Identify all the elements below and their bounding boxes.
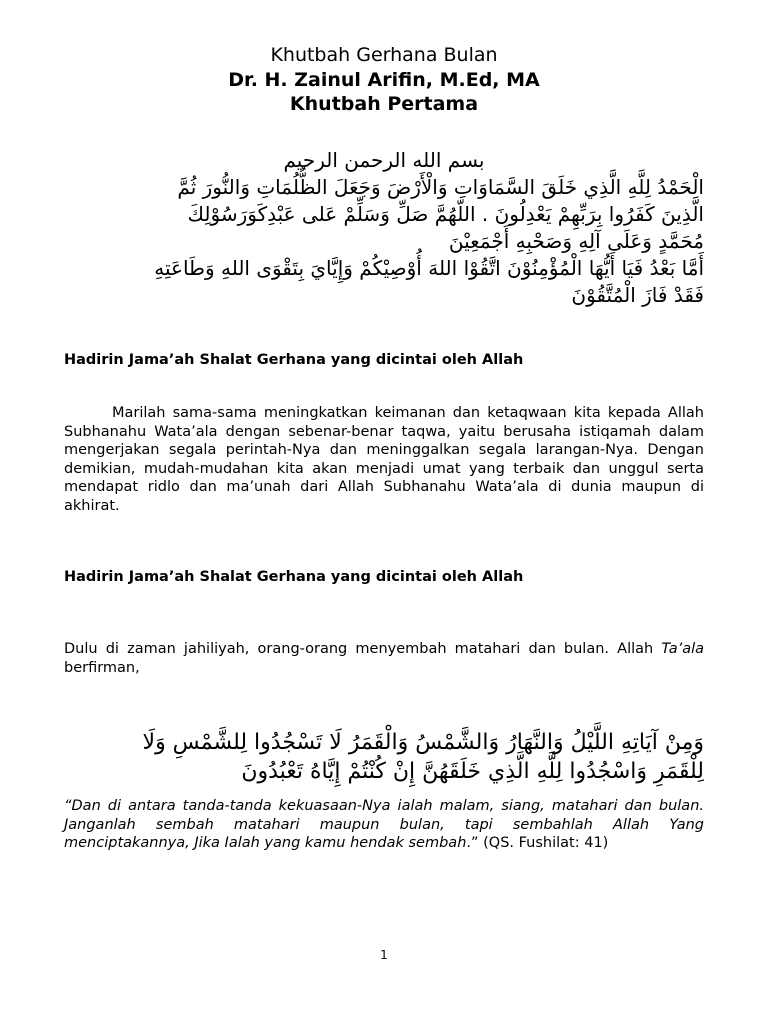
arabic-line-3: مُحَمَّدٍ وَعَلَى آلِهِ وَصَحْبِهِ أَجْمَعِيْنَ xyxy=(448,229,704,253)
author-name: Dr. H. Zainul Arifin, M.Ed, MA xyxy=(228,69,540,91)
heading-jamaah-1: Hadirin Jama’ah Shalat Gerhana yang dicintai oleh Allah xyxy=(64,352,524,368)
verse-translation xyxy=(64,797,704,853)
paragraph-jahiliyah xyxy=(64,640,704,677)
basmalah: بسم الله الرحمن الرحيم xyxy=(283,148,485,172)
translation-citation: .” (QS. Fushilat: 41) xyxy=(466,835,609,852)
translation-italic: “Dan di antara tanda-tanda kekuasaan-Nya ialah malam, siang, matahari dan bulan. Janganlah sembah matahari maupun bulan, tapi sembahlah Allah Yang menciptakannya, Jika Ialah yang kamu hendak sembah xyxy=(64,798,704,852)
taala-italic: Ta’ala xyxy=(661,641,704,657)
verse-line-2: لِلْقَمَرِ وَاسْجُدُوا لِلَّهِ الَّذِي خَلَقَهُنَّ إِنْ كُنْتُمْ إِيَّاهُ تَعْبُدُونَ xyxy=(241,759,704,784)
verse-line-1: وَمِنْ آيَاتِهِ اللَّيْلُ وَالنَّهَارُ وَالشَّمْسُ وَالْقَمَرُ لَا تَسْجُدُوا لِلشَّمْسِ وَلَا xyxy=(142,730,704,755)
document-title: Khutbah Gerhana Bulan xyxy=(270,44,498,66)
jahiliyah-text: Dulu di zaman jahiliyah, orang-orang menyembah matahari dan bulan. Allah xyxy=(64,641,662,657)
berfirman-text: berfirman, xyxy=(64,659,140,676)
arabic-opening xyxy=(64,147,704,309)
arabic-line-5: فَقَدْ فَازَ الْمُتَّقُوْنَ xyxy=(571,283,704,307)
heading-jamaah-2: Hadirin Jama’ah Shalat Gerhana yang dicintai oleh Allah xyxy=(64,569,524,585)
title-block xyxy=(64,42,704,116)
section-title: Khutbah Pertama xyxy=(289,93,479,115)
arabic-line-1: الْحَمْدُ لِلَّهِ الَّذِي خَلَقَ السَّمَاوَاتِ وَالْأَرْضَ وَجَعَلَ الظُّلُمَاتِ وَالنُّورَ ثُمَّ xyxy=(177,175,704,199)
page-number: 1 xyxy=(380,948,388,962)
arabic-line-4: أَمَّا بَعْدُ فَيَا أَيُّهَا الْمُؤْمِنُوْنَ اتَّقُوْا اللهَ أُوْصِيْكُمْ وَإِيَّايَ بِتَقْوَى اللهِ وَطَاعَتِهِ xyxy=(154,256,704,280)
quran-verse xyxy=(64,728,704,786)
paragraph-taqwa: Marilah sama-sama meningkatkan keimanan dan ketaqwaan kita kepada Allah Subhanahu Wata’ala dengan sebenar-benar taqwa, yaitu berusaha istiqamah dalam mengerjakan segala perintah-Nya dan meninggalkan segala larangan-Nya. Dengan demikian, mudah-mudahan kita akan menjadi umat yang terbaik dan unggul serta mendapat ridlo dan ma’unah dari Allah Subhanahu Wata’ala di dunia maupun di akhirat. xyxy=(64,405,704,514)
arabic-line-2: الَّذِينَ كَفَرُوا بِرَبِّهِمْ يَعْدِلُونَ . اللّهُمَّ صَلِّ وَسَلِّمْ عَلى عَبْدِكَوَرَسُوْلِكَ xyxy=(187,202,704,226)
